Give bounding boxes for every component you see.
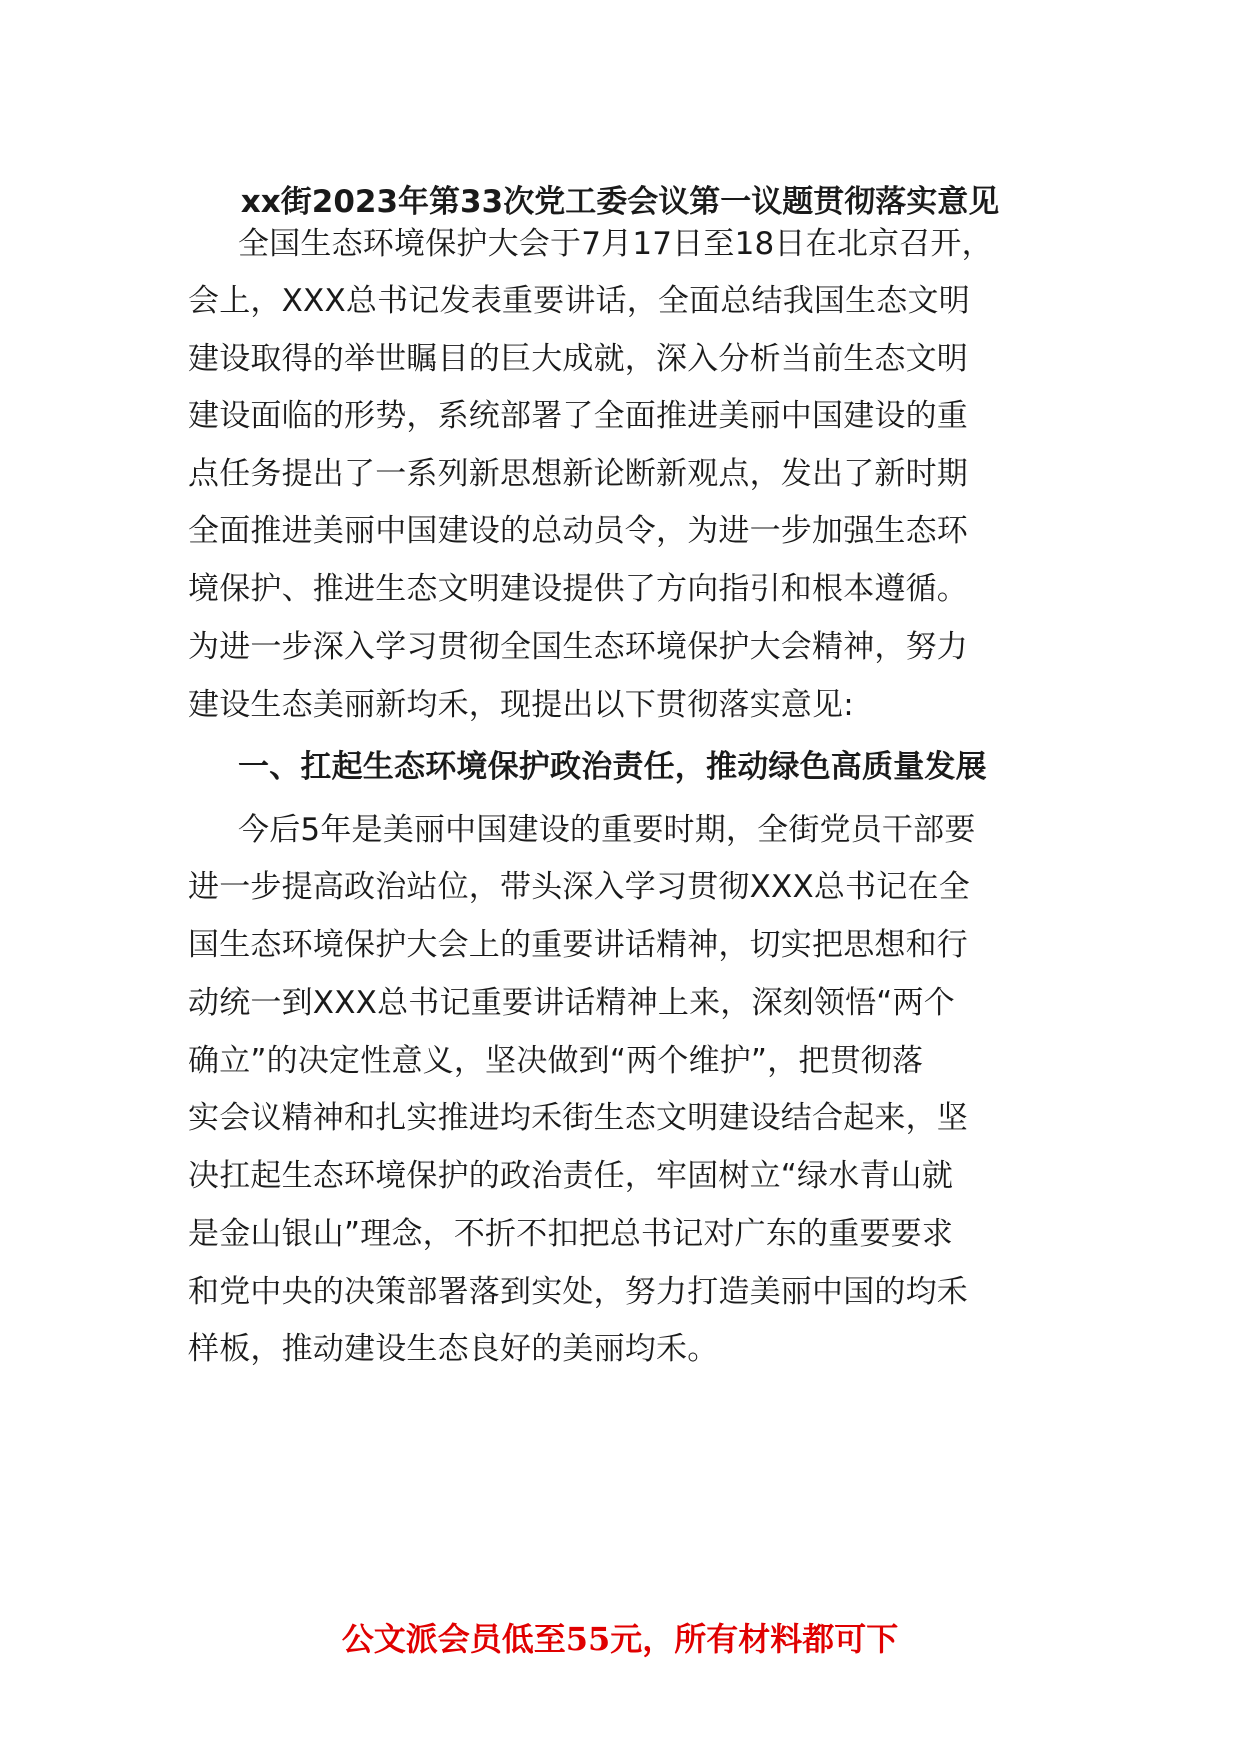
document-title: xx街2023年第33次党工委会议第一议题贯彻落实意见 xyxy=(240,184,1000,220)
paragraph-2-line: 和党中央的决策部署落到实处，努力打造美丽中国的均禾 xyxy=(188,1274,968,1310)
section-heading: 一、扛起生态环境保护政治责任，推动绿色高质量发展 xyxy=(238,749,987,785)
paragraph-1-line: 境保护、推进生态文明建设提供了方向指引和根本遵循。 xyxy=(188,571,968,607)
paragraph-2-line: 决扛起生态环境保护的政治责任，牢固树立“绿水青山就 xyxy=(188,1158,954,1194)
paragraph-2-line: 国生态环境保护大会上的重要讲话精神，切实把思想和行 xyxy=(188,927,968,963)
paragraph-1-line: 建设面临的形势，系统部署了全面推进美丽中国建设的重 xyxy=(188,398,968,434)
paragraph-2-line: 动统一到XXX总书记重要讲话精神上来，深刻领悟“两个 xyxy=(188,985,955,1021)
paragraph-2-line: 样板，推动建设生态良好的美丽均禾。 xyxy=(188,1331,719,1367)
paragraph-1-line: 全面推进美丽中国建设的总动员令，为进一步加强生态环 xyxy=(188,513,968,549)
paragraph-1-line: 会上，XXX总书记发表重要讲话，全面总结我国生态文明 xyxy=(188,283,970,319)
paragraph-2-line: 今后5年是美丽中国建设的重要时期，全街党员干部要 xyxy=(238,812,976,848)
promo-footer-text: 公文派会员低至55元，所有材料都可下 xyxy=(341,1620,899,1658)
paragraph-2-line: 是金山银山”理念，不折不扣把总书记对广东的重要要求 xyxy=(188,1216,954,1252)
paragraph-2-line: 进一步提高政治站位，带头深入学习贯彻XXX总书记在全 xyxy=(188,869,970,905)
paragraph-1-line: 点任务提出了一系列新思想新论断新观点，发出了新时期 xyxy=(188,456,968,492)
paragraph-2-line: 确立”的决定性意义，坚决做到“两个维护”，把贯彻落 xyxy=(188,1043,924,1079)
paragraph-1-line: 全国生态环境保护大会于7月17日至18日在北京召开， xyxy=(238,226,993,262)
paragraph-1-line: 为进一步深入学习贯彻全国生态环境保护大会精神，努力 xyxy=(188,629,968,665)
paragraph-1-line: 建设取得的举世瞩目的巨大成就，深入分析当前生态文明 xyxy=(188,341,968,377)
paragraph-2-line: 实会议精神和扎实推进均禾街生态文明建设结合起来，坚 xyxy=(188,1100,968,1136)
paragraph-1-line: 建设生态美丽新均禾，现提出以下贯彻落实意见: xyxy=(188,687,854,723)
